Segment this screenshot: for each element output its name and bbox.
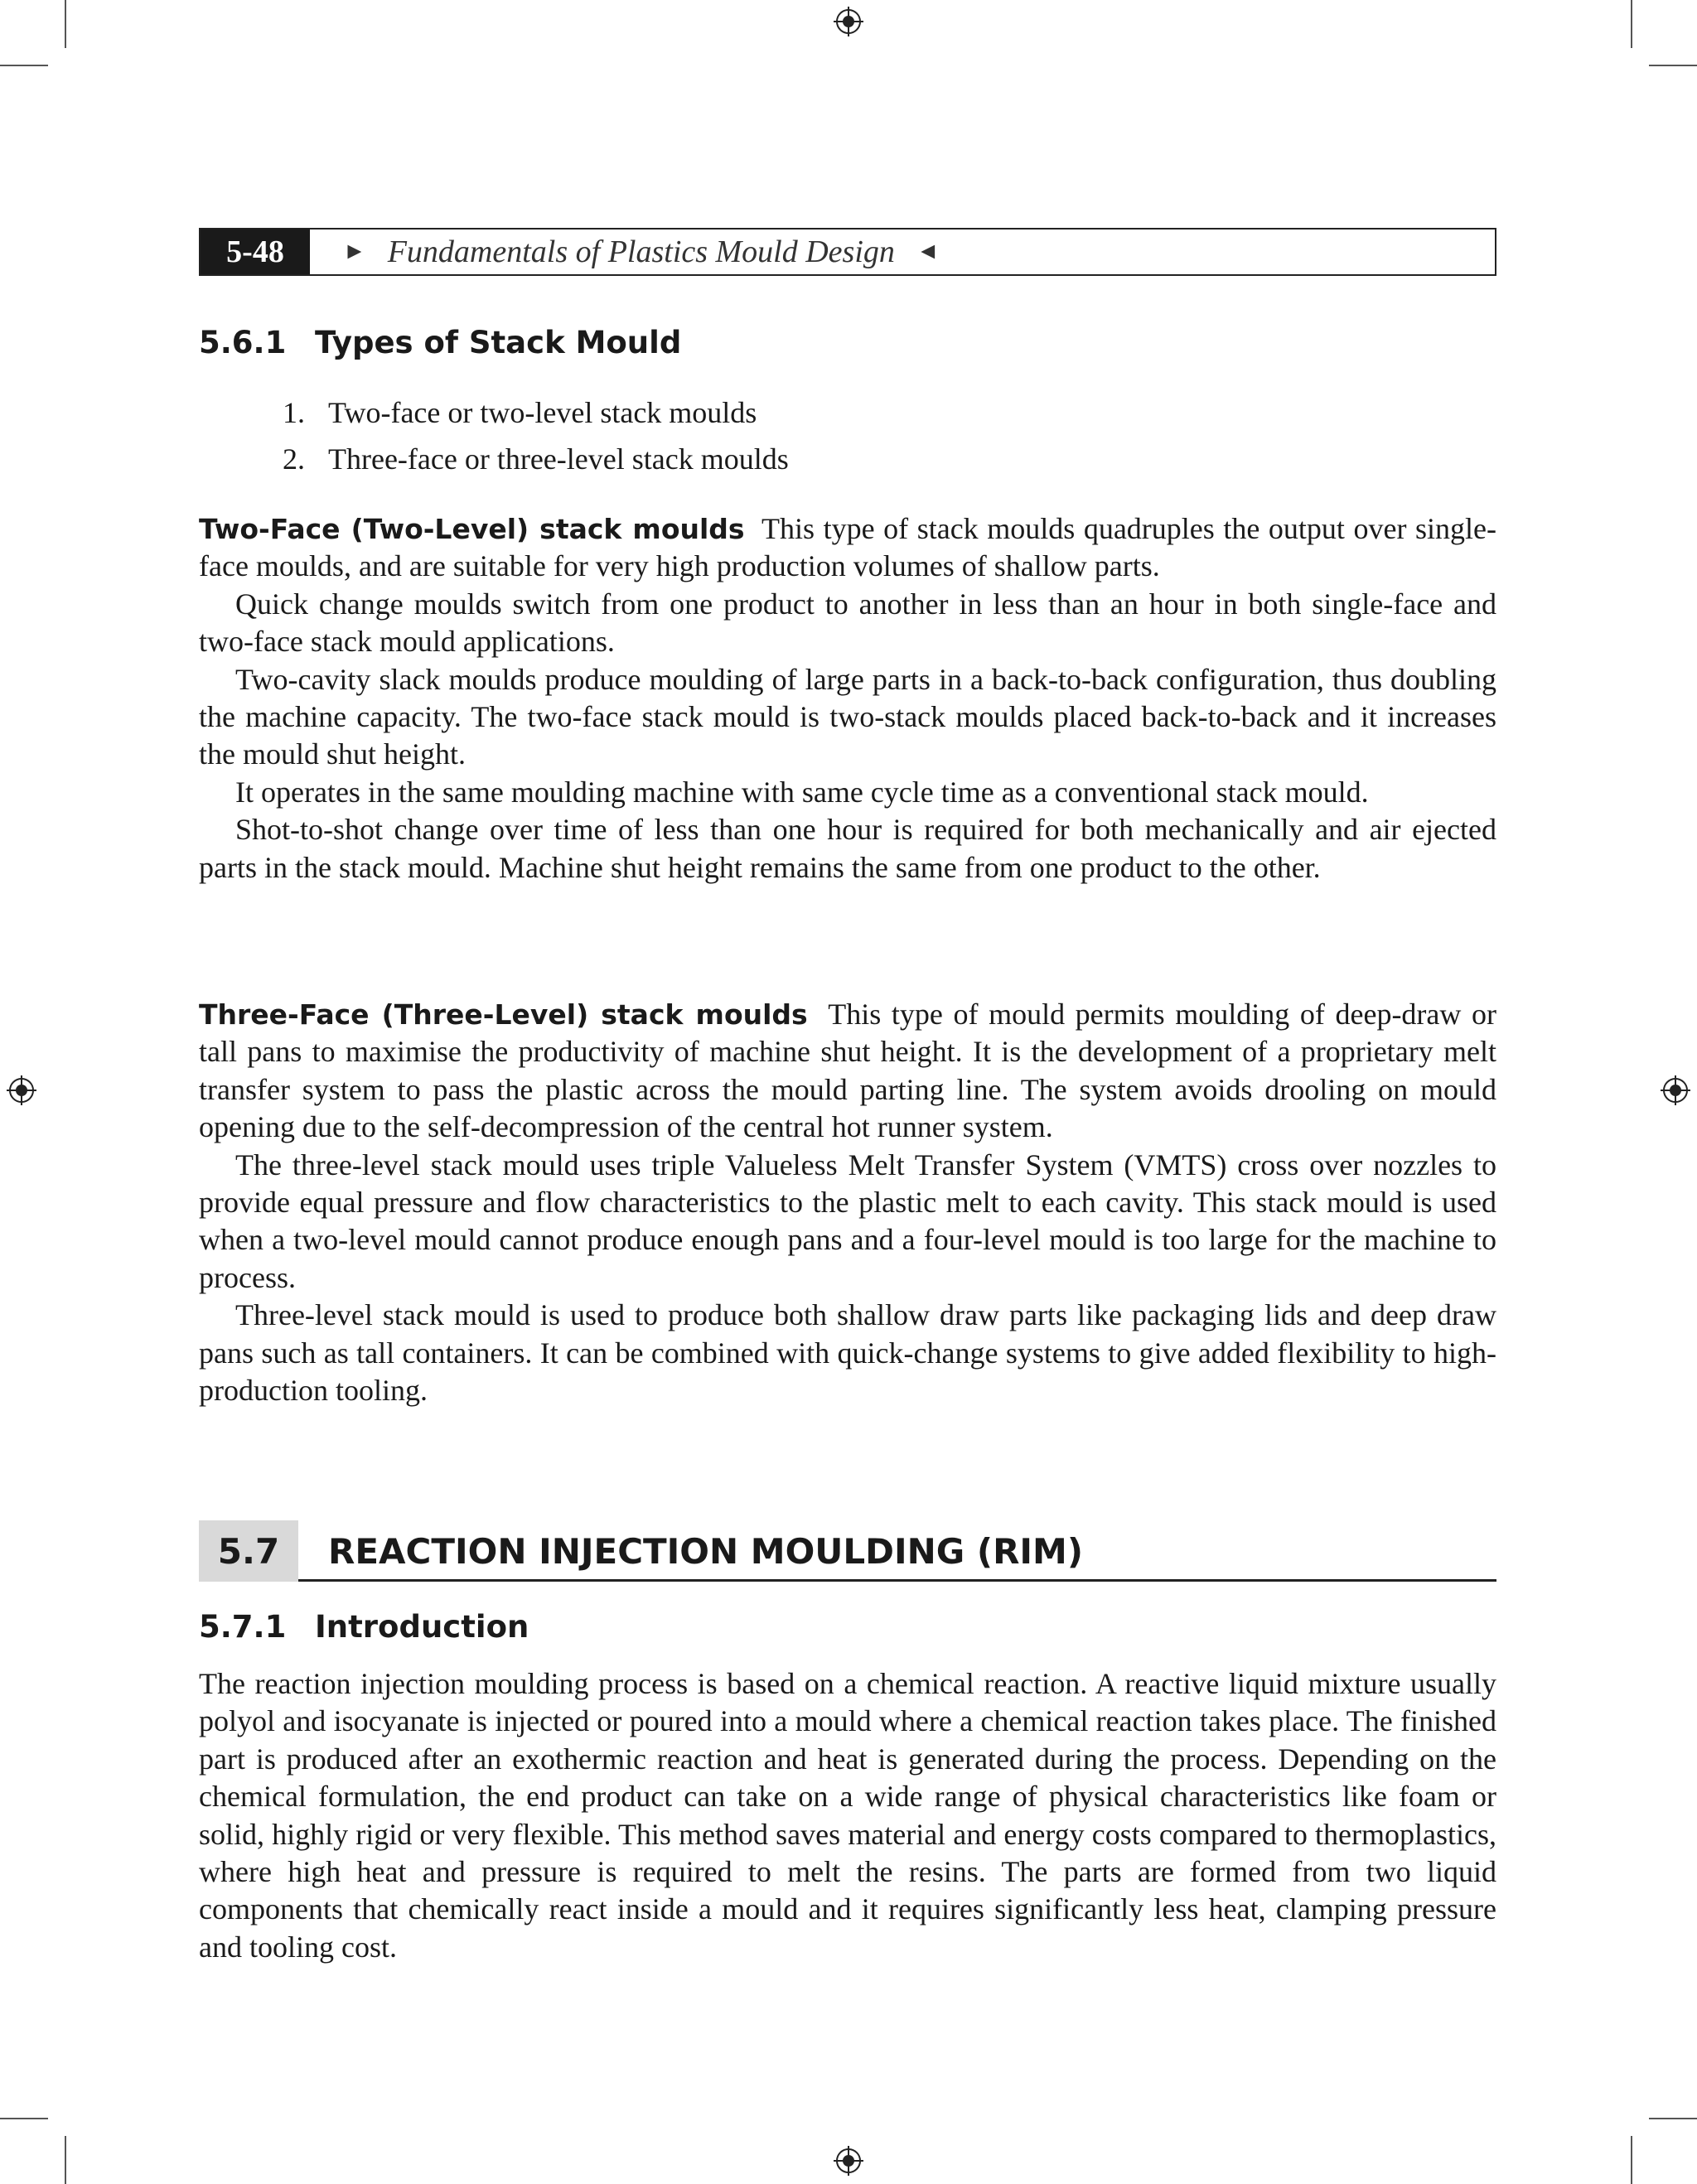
subsection-number: 5.7.1 xyxy=(199,1609,287,1645)
registration-mark-icon xyxy=(1661,1075,1690,1105)
paragraph: It operates in the same moulding machine with same cycle time as a conventional stack mould. xyxy=(235,775,1369,809)
registration-mark-icon xyxy=(7,1075,36,1105)
section-title: REACTION INJECTION MOULDING (RIM) xyxy=(328,1530,1084,1572)
crop-mark xyxy=(0,2118,48,2119)
book-title-bar xyxy=(343,230,940,274)
paragraph: Three-level stack mould is used to produce both shallow draw parts like packaging lids and deep draw pans such as tall containers. It can be combined with quick-change systems to give added flexibility to high-production tooling. xyxy=(199,1298,1496,1408)
stack-mould-types-list xyxy=(199,389,789,482)
subsection-heading-5-6-1 xyxy=(199,325,681,360)
subsection-number: 5.6.1 xyxy=(199,325,287,360)
crop-mark xyxy=(1631,0,1632,48)
book-title: Fundamentals of Plastics Mould Design xyxy=(387,234,895,269)
paragraph: Quick change moulds switch from one product to another in less than an hour in both single-face and two-face stack mould applications. xyxy=(199,587,1496,659)
introduction-section xyxy=(199,1665,1496,1966)
paragraph: Two-cavity slack moulds produce moulding of large parts in a back-to-back configuration, thus doubling the machine capacity. The two-face stack mould is two-stack moulds placed back-to-back and it increases the mould shut height. xyxy=(199,662,1496,771)
two-face-section xyxy=(199,510,1496,887)
crop-mark xyxy=(0,65,48,66)
registration-mark-icon xyxy=(834,2146,863,2176)
subsection-heading-5-7-1 xyxy=(199,1609,529,1645)
list-item: 2. Three-face or three-level stack moulds xyxy=(283,442,789,476)
paragraph: The reaction injection moulding process is based on a chemical reaction. A reactive liquid mixture usually polyol and isocyanate is injected or poured into a mould where a chemical reaction takes place. The finished part is produced after an exothermic reaction and heat is generated during the process. Depending on the chemical formulation, the end product can take on a wide range of physical characteristics like foam or solid, highly rigid or very flexible. This method saves material and energy costs compared to thermoplastics, where high heat and pressure is required to melt the resins. The parts are formed from two liquid components that chemically react inside a mould and it requires significantly less heat, clamping pressure and tooling cost. xyxy=(199,1667,1496,1964)
paragraph: Three-Face (Three-Level) stack moulds This type of mould permits moulding of deep-draw or tall pans to maximise the productivity of machine shut height. It is the development of a proprietary melt transfer system to pass the plastic across the mould parting line. The system avoids drooling on mould opening due to the self-decompression of the central hot runner system. xyxy=(199,998,1496,1144)
section-number: 5.7 xyxy=(199,1520,298,1582)
page-number: 5-48 xyxy=(201,230,310,274)
three-face-section xyxy=(199,996,1496,1409)
crop-mark xyxy=(1649,2118,1697,2119)
subsection-title: Types of Stack Mould xyxy=(315,325,682,360)
left-triangle-icon: ◄ xyxy=(916,239,940,264)
paragraph: Two-Face (Two-Level) stack moulds This type of stack moulds quadruples the output over single-face moulds, and are suitable for very high production volumes of shallow parts. xyxy=(199,512,1496,583)
section-heading-5-7 xyxy=(199,1520,1496,1582)
list-item: 1. Two-face or two-level stack moulds xyxy=(283,396,757,429)
paragraph: The three-level stack mould uses triple Valueless Melt Transfer System (VMTS) cross over nozzles to provide equal pressure and flow characteristics to the plastic melt to each cavity. This stack mould is used when a two-level mould cannot produce enough pans and a four-level mould is too large for the machine to process. xyxy=(199,1148,1496,1294)
run-in-heading: Two-Face (Two-Level) stack moulds xyxy=(199,513,745,545)
crop-mark xyxy=(1631,2136,1632,2184)
run-in-heading: Three-Face (Three-Level) stack moulds xyxy=(199,998,808,1031)
crop-mark xyxy=(1649,65,1697,66)
registration-mark-icon xyxy=(834,7,863,36)
crop-mark xyxy=(65,0,66,48)
paragraph: Shot-to-shot change over time of less than one hour is required for both mechanically and air ejected parts in the stack mould. Machine shut height remains the same from one product to the other. xyxy=(199,813,1496,884)
subsection-title: Introduction xyxy=(315,1609,529,1645)
right-triangle-icon: ► xyxy=(343,239,366,264)
crop-mark xyxy=(65,2136,66,2184)
running-header xyxy=(199,228,1496,276)
